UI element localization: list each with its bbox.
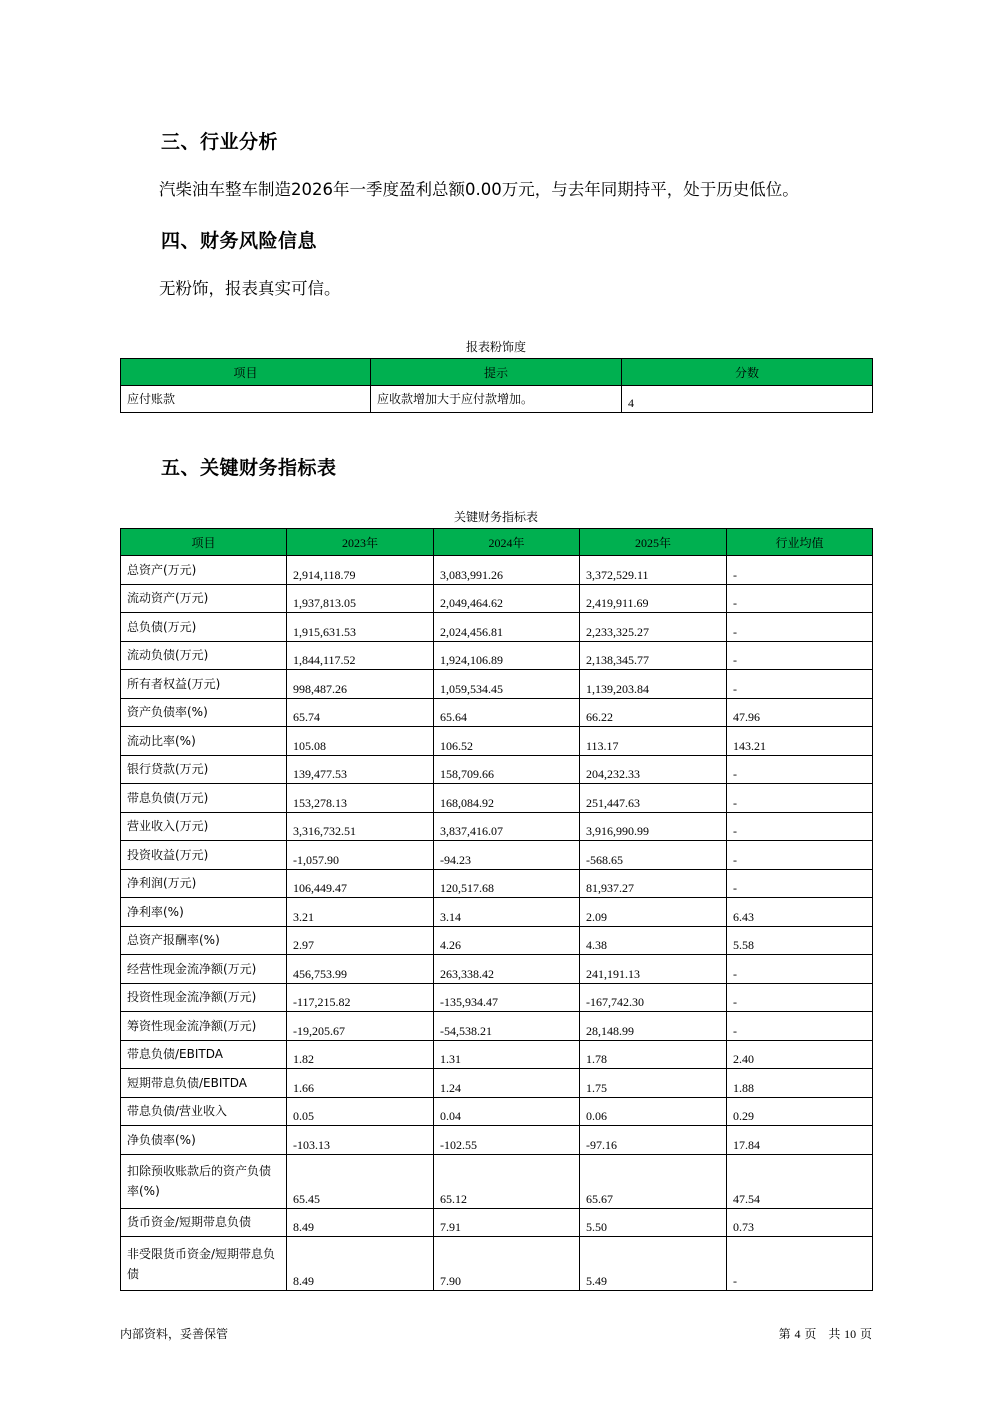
footer-page-suffix: 页 xyxy=(859,1327,872,1341)
section-heading-kpi: 五、关键财务指标表 xyxy=(161,457,337,479)
table-row xyxy=(121,670,873,699)
table-row xyxy=(121,983,873,1012)
section-heading-industry: 三、行业分析 xyxy=(161,131,279,153)
kpi-cell-industry-avg: 47.96 xyxy=(727,698,873,727)
kpi-cell-2024: 3,083,991.26 xyxy=(434,556,580,585)
risk-table xyxy=(120,358,873,413)
kpi-cell-item: 资产负债率(%) xyxy=(121,698,287,727)
kpi-header-item: 项目 xyxy=(121,529,287,556)
table-row xyxy=(121,869,873,898)
kpi-header-2023: 2023年 xyxy=(287,529,434,556)
risk-cell-score: 4 xyxy=(622,386,873,413)
kpi-cell-industry-avg: - xyxy=(727,812,873,841)
kpi-cell-item: 扣除预收账款后的资产负债率(%) xyxy=(121,1154,287,1208)
kpi-cell-item: 流动比率(%) xyxy=(121,727,287,756)
kpi-cell-2025: 204,232.33 xyxy=(580,755,727,784)
kpi-cell-2025: 241,191.13 xyxy=(580,955,727,984)
kpi-cell-2024: 1.24 xyxy=(434,1069,580,1098)
table-row xyxy=(121,613,873,642)
kpi-cell-item: 非受限货币资金/短期带息负债 xyxy=(121,1237,287,1291)
kpi-cell-item: 带息负债/营业收入 xyxy=(121,1097,287,1126)
kpi-cell-2024: 0.04 xyxy=(434,1097,580,1126)
kpi-cell-industry-avg: 0.73 xyxy=(727,1208,873,1237)
kpi-cell-2024: 1,924,106.89 xyxy=(434,641,580,670)
kpi-cell-industry-avg: - xyxy=(727,869,873,898)
kpi-cell-item: 总负债(万元) xyxy=(121,613,287,642)
kpi-header-industry-avg: 行业均值 xyxy=(727,529,873,556)
kpi-table-header-row xyxy=(121,529,873,556)
kpi-cell-2025: 5.49 xyxy=(580,1237,727,1291)
kpi-cell-industry-avg: - xyxy=(727,841,873,870)
kpi-cell-industry-avg: - xyxy=(727,584,873,613)
kpi-cell-industry-avg: 6.43 xyxy=(727,898,873,927)
kpi-cell-2024: 65.64 xyxy=(434,698,580,727)
footer-page-number xyxy=(779,1325,872,1342)
kpi-cell-2025: 81,937.27 xyxy=(580,869,727,898)
kpi-cell-2025: 2,233,325.27 xyxy=(580,613,727,642)
kpi-cell-2024: 3.14 xyxy=(434,898,580,927)
kpi-cell-2024: 65.12 xyxy=(434,1154,580,1208)
table-row xyxy=(121,584,873,613)
table-row xyxy=(121,784,873,813)
kpi-cell-item: 净负债率(%) xyxy=(121,1126,287,1155)
kpi-cell-industry-avg: - xyxy=(727,755,873,784)
kpi-cell-2025: 66.22 xyxy=(580,698,727,727)
kpi-cell-2023: -117,215.82 xyxy=(287,983,434,1012)
table-row xyxy=(121,1126,873,1155)
kpi-cell-2024: 263,338.42 xyxy=(434,955,580,984)
table-row xyxy=(121,1097,873,1126)
kpi-cell-2023: 1,844,117.52 xyxy=(287,641,434,670)
table-row xyxy=(121,812,873,841)
kpi-cell-2024: 7.90 xyxy=(434,1237,580,1291)
kpi-cell-2024: 168,084.92 xyxy=(434,784,580,813)
table-row xyxy=(121,926,873,955)
kpi-cell-2025: 0.06 xyxy=(580,1097,727,1126)
table-row xyxy=(121,841,873,870)
footer-page-current: 4 xyxy=(794,1327,801,1341)
kpi-cell-item: 营业收入(万元) xyxy=(121,812,287,841)
kpi-cell-2025: 1.78 xyxy=(580,1040,727,1069)
table-row xyxy=(121,698,873,727)
table-row xyxy=(121,1040,873,1069)
kpi-cell-2025: 3,372,529.11 xyxy=(580,556,727,585)
kpi-cell-2025: 251,447.63 xyxy=(580,784,727,813)
kpi-cell-2023: 456,753.99 xyxy=(287,955,434,984)
kpi-table-caption: 关键财务指标表 xyxy=(453,510,538,524)
kpi-cell-2023: 3.21 xyxy=(287,898,434,927)
table-row xyxy=(121,556,873,585)
kpi-cell-2025: 2,419,911.69 xyxy=(580,584,727,613)
kpi-cell-item: 投资性现金流净额(万元) xyxy=(121,983,287,1012)
kpi-cell-industry-avg: 143.21 xyxy=(727,727,873,756)
kpi-cell-item: 货币资金/短期带息负债 xyxy=(121,1208,287,1237)
kpi-cell-2025: -97.16 xyxy=(580,1126,727,1155)
kpi-cell-2024: 106.52 xyxy=(434,727,580,756)
kpi-cell-2025: 113.17 xyxy=(580,727,727,756)
kpi-cell-2025: 2,138,345.77 xyxy=(580,641,727,670)
kpi-cell-2025: 3,916,990.99 xyxy=(580,812,727,841)
kpi-cell-2023: -1,057.90 xyxy=(287,841,434,870)
kpi-cell-2025: 1,139,203.84 xyxy=(580,670,727,699)
table-row xyxy=(121,641,873,670)
kpi-cell-2024: 1.31 xyxy=(434,1040,580,1069)
table-row xyxy=(121,1208,873,1237)
kpi-cell-item: 带息负债/EBITDA xyxy=(121,1040,287,1069)
kpi-cell-2023: 1.82 xyxy=(287,1040,434,1069)
kpi-cell-2025: 65.67 xyxy=(580,1154,727,1208)
kpi-cell-2023: 139,477.53 xyxy=(287,755,434,784)
kpi-cell-2023: 1,937,813.05 xyxy=(287,584,434,613)
table-row xyxy=(121,755,873,784)
kpi-cell-industry-avg: - xyxy=(727,983,873,1012)
table-row xyxy=(121,386,873,413)
kpi-cell-2023: -103.13 xyxy=(287,1126,434,1155)
kpi-cell-2024: 4.26 xyxy=(434,926,580,955)
kpi-cell-2024: -102.55 xyxy=(434,1126,580,1155)
kpi-cell-2023: -19,205.67 xyxy=(287,1012,434,1041)
kpi-cell-item: 净利润(万元) xyxy=(121,869,287,898)
risk-cell-item: 应付账款 xyxy=(121,386,371,413)
risk-header-score: 分数 xyxy=(622,359,873,386)
kpi-cell-2024: -54,538.21 xyxy=(434,1012,580,1041)
kpi-cell-2023: 8.49 xyxy=(287,1237,434,1291)
kpi-cell-item: 带息负债(万元) xyxy=(121,784,287,813)
kpi-cell-2023: 998,487.26 xyxy=(287,670,434,699)
kpi-cell-item: 经营性现金流净额(万元) xyxy=(121,955,287,984)
kpi-cell-2024: 7.91 xyxy=(434,1208,580,1237)
kpi-cell-2025: -568.65 xyxy=(580,841,727,870)
kpi-cell-item: 银行贷款(万元) xyxy=(121,755,287,784)
kpi-cell-2023: 65.45 xyxy=(287,1154,434,1208)
table-row xyxy=(121,1012,873,1041)
footer-page-prefix: 第 xyxy=(778,1327,791,1341)
table-row xyxy=(121,727,873,756)
kpi-cell-2025: 1.75 xyxy=(580,1069,727,1098)
risk-paragraph: 无粉饰，报表真实可信。 xyxy=(159,279,341,298)
kpi-cell-2025: 4.38 xyxy=(580,926,727,955)
kpi-cell-industry-avg: 5.58 xyxy=(727,926,873,955)
kpi-cell-industry-avg: 17.84 xyxy=(727,1126,873,1155)
kpi-cell-item: 总资产(万元) xyxy=(121,556,287,585)
kpi-cell-2025: 5.50 xyxy=(580,1208,727,1237)
kpi-cell-industry-avg: - xyxy=(727,1012,873,1041)
kpi-cell-2023: 65.74 xyxy=(287,698,434,727)
table-row xyxy=(121,1237,873,1291)
kpi-cell-item: 所有者权益(万元) xyxy=(121,670,287,699)
kpi-cell-2024: -94.23 xyxy=(434,841,580,870)
kpi-cell-2024: 120,517.68 xyxy=(434,869,580,898)
kpi-cell-industry-avg: 1.88 xyxy=(727,1069,873,1098)
kpi-cell-2025: 28,148.99 xyxy=(580,1012,727,1041)
kpi-header-2025: 2025年 xyxy=(580,529,727,556)
kpi-cell-2023: 0.05 xyxy=(287,1097,434,1126)
footer-confidential-note: 内部资料，妥善保管 xyxy=(120,1327,229,1341)
kpi-cell-industry-avg: 2.40 xyxy=(727,1040,873,1069)
kpi-cell-item: 流动资产(万元) xyxy=(121,584,287,613)
kpi-cell-industry-avg: 47.54 xyxy=(727,1154,873,1208)
kpi-cell-2023: 2,914,118.79 xyxy=(287,556,434,585)
kpi-cell-industry-avg: - xyxy=(727,556,873,585)
kpi-cell-item: 短期带息负债/EBITDA xyxy=(121,1069,287,1098)
kpi-cell-industry-avg: - xyxy=(727,670,873,699)
risk-cell-hint: 应收款增加大于应付款增加。 xyxy=(371,386,622,413)
kpi-cell-industry-avg: - xyxy=(727,955,873,984)
footer-page-total: 10 xyxy=(844,1327,857,1341)
kpi-cell-industry-avg: - xyxy=(727,641,873,670)
kpi-cell-2024: 1,059,534.45 xyxy=(434,670,580,699)
table-row xyxy=(121,955,873,984)
kpi-cell-item: 筹资性现金流净额(万元) xyxy=(121,1012,287,1041)
kpi-cell-item: 投资收益(万元) xyxy=(121,841,287,870)
kpi-cell-2023: 1.66 xyxy=(287,1069,434,1098)
kpi-cell-2023: 105.08 xyxy=(287,727,434,756)
kpi-cell-2025: -167,742.30 xyxy=(580,983,727,1012)
kpi-cell-2023: 153,278.13 xyxy=(287,784,434,813)
kpi-cell-item: 总资产报酬率(%) xyxy=(121,926,287,955)
kpi-cell-2023: 8.49 xyxy=(287,1208,434,1237)
kpi-cell-2025: 2.09 xyxy=(580,898,727,927)
risk-table-caption: 报表粉饰度 xyxy=(465,340,526,354)
kpi-cell-2023: 3,316,732.51 xyxy=(287,812,434,841)
kpi-cell-industry-avg: 0.29 xyxy=(727,1097,873,1126)
industry-paragraph: 汽柴油车整车制造2026年一季度盈利总额0.00万元，与去年同期持平，处于历史低位。 xyxy=(159,180,799,199)
kpi-cell-2024: 2,024,456.81 xyxy=(434,613,580,642)
kpi-cell-industry-avg: - xyxy=(727,784,873,813)
section-heading-risk: 四、财务风险信息 xyxy=(161,230,318,252)
kpi-cell-2024: 3,837,416.07 xyxy=(434,812,580,841)
kpi-table xyxy=(120,528,873,1291)
risk-table-header-row xyxy=(121,359,873,386)
risk-header-item: 项目 xyxy=(121,359,371,386)
kpi-cell-industry-avg: - xyxy=(727,1237,873,1291)
kpi-cell-item: 净利率(%) xyxy=(121,898,287,927)
kpi-header-2024: 2024年 xyxy=(434,529,580,556)
table-row xyxy=(121,1069,873,1098)
kpi-cell-2024: 158,709.66 xyxy=(434,755,580,784)
kpi-cell-2024: -135,934.47 xyxy=(434,983,580,1012)
kpi-cell-2023: 1,915,631.53 xyxy=(287,613,434,642)
kpi-cell-item: 流动负债(万元) xyxy=(121,641,287,670)
kpi-cell-2024: 2,049,464.62 xyxy=(434,584,580,613)
risk-header-hint: 提示 xyxy=(371,359,622,386)
kpi-cell-2023: 106,449.47 xyxy=(287,869,434,898)
table-row xyxy=(121,898,873,927)
table-row xyxy=(121,1154,873,1208)
kpi-cell-2023: 2.97 xyxy=(287,926,434,955)
kpi-cell-industry-avg: - xyxy=(727,613,873,642)
footer-page-mid: 页 共 xyxy=(804,1327,841,1341)
